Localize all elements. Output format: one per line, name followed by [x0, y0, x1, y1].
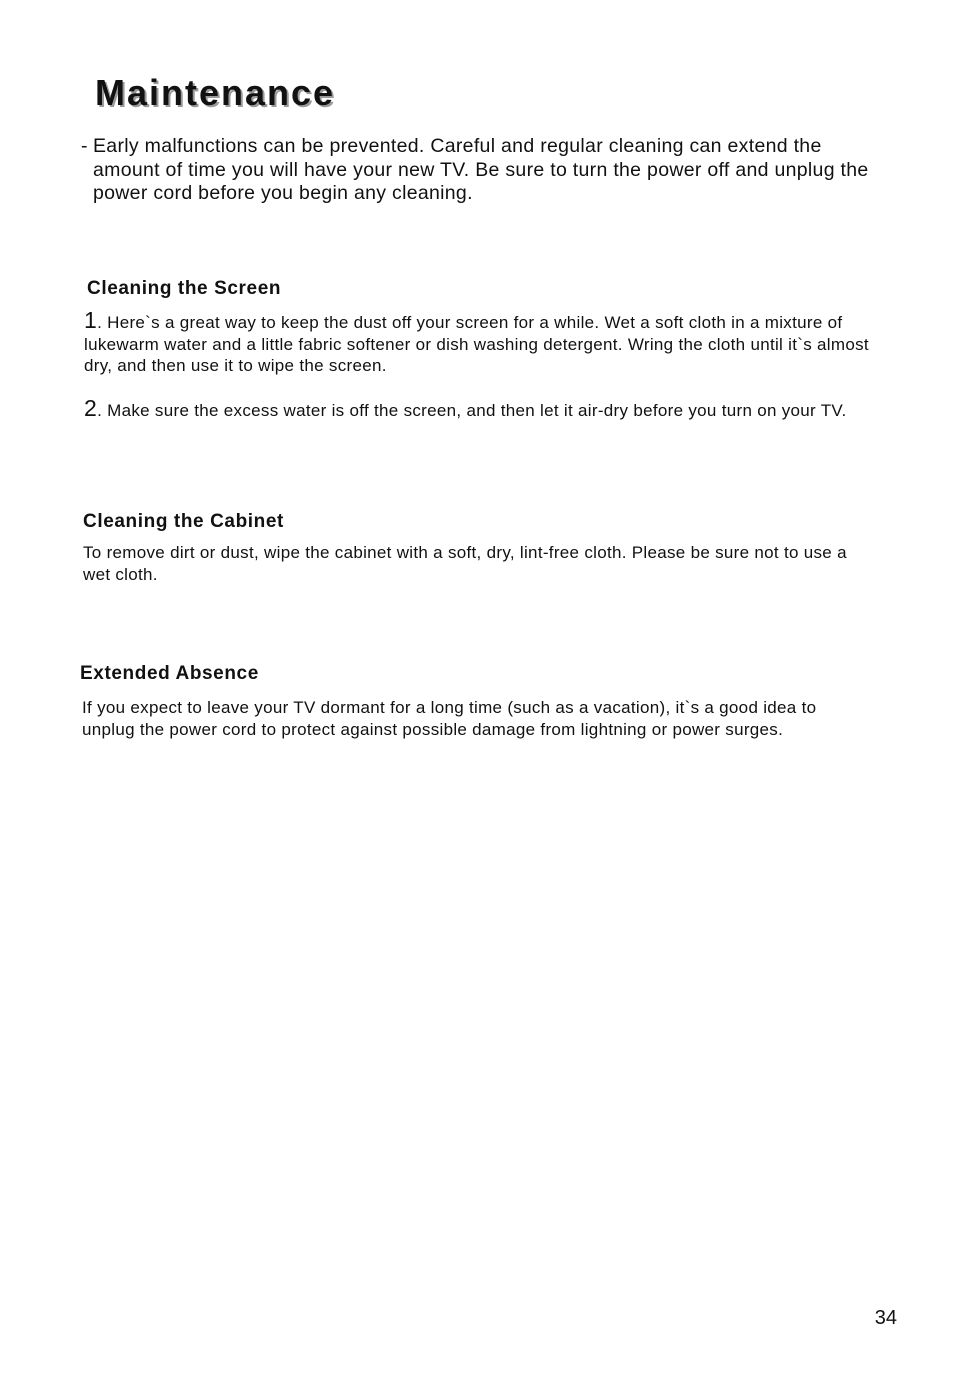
screen-step-2	[84, 395, 874, 422]
screen-step-1	[84, 307, 874, 377]
step-text: . Here`s a great way to keep the dust off your screen for a while. Wet a soft cloth in a mixture of lukewarm water and a little fabric softener or dish washing detergent. Wring the cloth until it`s almost dry, and then use it to wipe the screen.	[84, 313, 869, 375]
absence-text: If you expect to leave your TV dormant for a long time (such as a vacation), it`s a good idea to unplug the power cord to protect against possible damage from lightning or power surges.	[82, 698, 817, 739]
step-text: . Make sure the excess water is off the screen, and then let it air-dry before you turn on your TV.	[97, 401, 847, 420]
section-heading-cleaning-screen: Cleaning the Screen	[87, 278, 282, 299]
intro-text: Early malfunctions can be prevented. Careful and regular cleaning can extend the amount of time you will have your new TV. Be sure to turn the power off and unplug the power cord before you begin any cleaning.	[93, 135, 869, 204]
page-title: Maintenance	[95, 72, 336, 113]
section-heading-cleaning-cabinet: Cleaning the Cabinet	[83, 511, 284, 532]
page-number: 34	[874, 1307, 897, 1329]
intro-paragraph	[81, 135, 891, 206]
step-number: 1	[84, 307, 98, 333]
cabinet-text: To remove dirt or dust, wipe the cabinet with a soft, dry, lint-free cloth. Please be sure not to use a wet cloth.	[83, 543, 847, 584]
section-heading-extended-absence: Extended Absence	[80, 663, 259, 684]
intro-dash: -	[81, 135, 88, 157]
step-number: 2	[84, 395, 98, 421]
